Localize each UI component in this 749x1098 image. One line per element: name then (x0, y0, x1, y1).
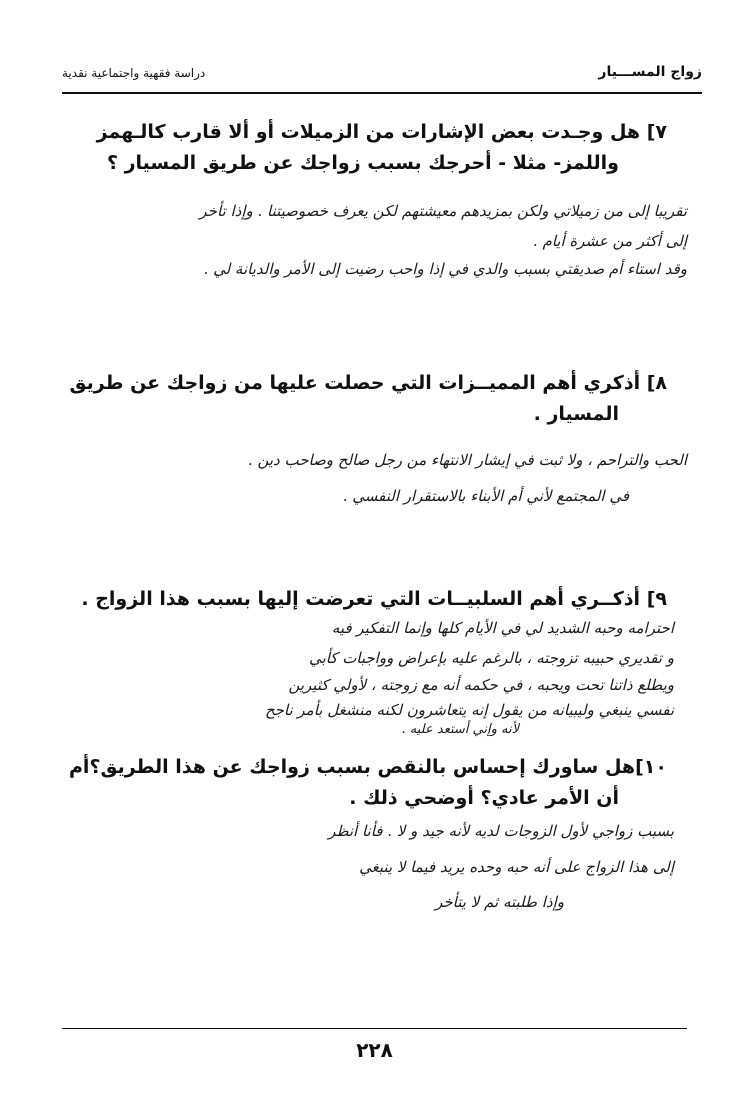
question-text: أذكري أهم المميــزات التي حصلت عليها من زواجك عن طريق (69, 372, 641, 394)
handwritten-answer-line: ويطلع ذاتنا تحت ويحبه ، في حكمه أنه مع زوجته ، لأولي كثيرين (288, 676, 674, 694)
handwritten-answer-line: إلى هذا الزواج على أنه حبه وحده يريد فيما لا ينبغي (359, 858, 674, 876)
handwritten-answer-line: نفسي ينبغي وليبيانه من يقول إنه يتعاشرون لكنه منشغل بأمر ناجح (264, 701, 674, 719)
handwritten-answer-line: الحب والتراحم ، ولا ثبت في إيشار الانتهاء من رجل صالح وصاحب دين . (247, 451, 687, 469)
handwritten-answer-line: لأنه وإني أستعد عليه . (401, 722, 519, 737)
handwritten-answer-line: وإذا طلبته ثم لا يتأخر (435, 893, 564, 911)
question-text: هل وجـدت بعض الإشارات من الزميلات أو ألا قارب كالـهمز (96, 121, 641, 143)
handwritten-answer-line: في المجتمع لأني أم الأبناء بالاستقرار النفسي . (342, 487, 629, 505)
book-subtitle: دراسة فقهية واجتماعية نقدية (62, 66, 206, 80)
handwritten-answer-line: بسبب زواجي لأول الزوجات لديه لأنه جيد و لا . فأنا أنظر (328, 822, 674, 840)
question-8 (67, 368, 667, 430)
handwritten-answer-line: إلى أكثر من عشرة أيام . (532, 232, 687, 250)
handwritten-answer-line: وقد استاء أم صديقتي بسبب والدي في إذا واحب رضيت إلى الأمر والديانة لي . (203, 260, 687, 278)
page-number: ٢٢٨ (356, 1038, 393, 1062)
question-10 (67, 752, 667, 814)
book-title: زواج المســـيار (598, 64, 702, 80)
question-text: أن الأمر عادي؟ أوضحي ذلك . (349, 787, 619, 809)
question-number: ٧] (646, 121, 667, 143)
handwritten-answer-line: و تقديري حبيبه تزوجته ، بالرغم عليه بإعراض وواجبات كأبي (309, 649, 674, 667)
page-header (62, 64, 702, 88)
question-text: هل ساورك إحساس بالنقص بسبب زواجك عن هذا الطريق؟أم (69, 756, 636, 778)
question-text: واللمز- مثلا - أحرجك بسبب زواجك عن طريق المسيار ؟ (106, 152, 619, 174)
question-number: ١٠] (635, 756, 667, 778)
question-9 (67, 584, 667, 615)
handwritten-answer-line: احترامه وحبه الشديد لي في الأيام كلها وإنما التفكير فيه (331, 619, 674, 637)
question-7 (67, 117, 667, 179)
header-divider (62, 92, 702, 94)
question-text: المسيار . (533, 403, 619, 425)
handwritten-answer-line: تقريبا إلى من زميلاتي ولكن بمزيدهم معيشتهم لكن يعرف خصوصيتنا . وإذا تأخر (199, 202, 687, 220)
question-text: أذكــري أهم السلبيــات التي تعرضت إليها بسبب هذا الزواج . (81, 588, 641, 610)
footer-divider (62, 1028, 687, 1029)
question-number: ٨] (646, 372, 667, 394)
question-number: ٩] (646, 588, 667, 610)
